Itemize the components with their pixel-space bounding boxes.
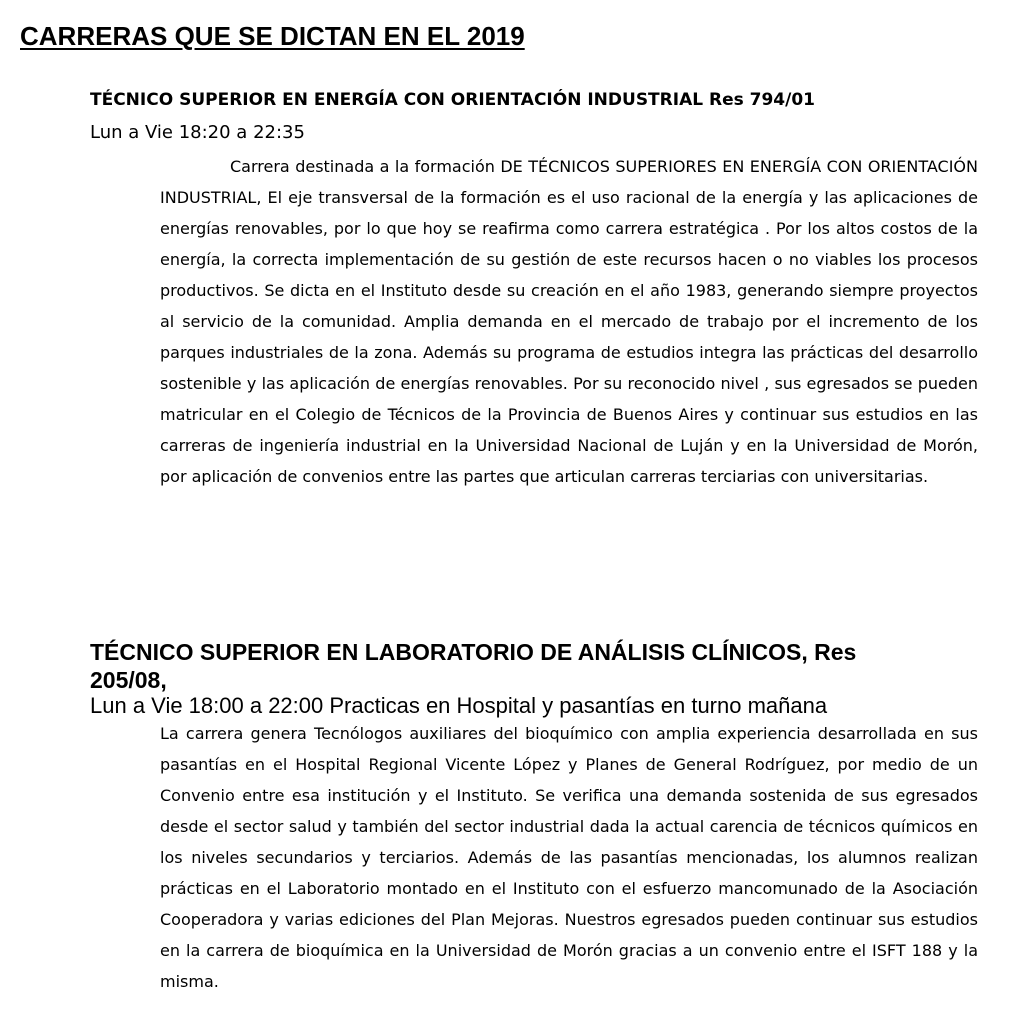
career-lab-schedule: Lun a Vie 18:00 a 22:00 Practicas en Hospital y pasantías en turno mañana — [90, 693, 828, 718]
career-energy-description: Carrera destinada a la formación DE TÉCNICOS SUPERIORES EN ENERGÍA CON ORIENTACIÓN INDUSTRIAL, El eje transversal de la formación es el uso racional de la energía y las aplicaciones de energías renovables, por lo que hoy se reafirma como carrera estratégica . Por los altos costos de la energía, la correcta implementación de su gestión de este recursos hacen o no viables los procesos productivos. Se dicta en el Instituto desde su creación en el año 1983, generando siempre proyectos al servicio de la comunidad. Amplia demanda en el mercado de trabajo por el incremento de los parques industriales de la zona. Además su programa de estudios integra las prácticas del desarrollo sostenible y las aplicación de energías renovables. Por su reconocido nivel , sus egresados se pueden matricular en el Colegio de Técnicos de la Provincia de Buenos Aires y continuar sus estudios en las carreras de ingeniería industrial en la Universidad Nacional de Luján y en la Universidad de Morón, por aplicación de convenios entre las partes que articulan carreras terciarias con universitarias. — [160, 157, 978, 486]
career-energy-heading: TÉCNICO SUPERIOR EN ENERGÍA CON ORIENTACIÓN INDUSTRIAL Res 794/01 — [90, 90, 815, 110]
document-title: CARRERAS QUE SE DICTAN EN EL 2019 — [20, 21, 525, 51]
career-energy-schedule: Lun a Vie 18:20 a 22:35 — [90, 122, 305, 143]
career-lab-heading: TÉCNICO SUPERIOR EN LABORATORIO DE ANÁLISIS CLÍNICOS, Res 205/08, — [90, 639, 857, 693]
career-lab-description: La carrera genera Tecnólogos auxiliares del bioquímico con amplia experiencia desarrollada en sus pasantías en el Hospital Regional Vicente López y Planes de General Rodríguez, por medio de un Convenio entre esa institución y el Instituto. Se verifica una demanda sostenida de sus egresados desde el sector salud y también del sector industrial dada la actual carencia de técnicos químicos en los niveles secundarios y terciarios. Además de las pasantías mencionadas, los alumnos realizan prácticas en el Laboratorio montado en el Instituto con el esfuerzo mancomunado de la Asociación Cooperadora y varias ediciones del Plan Mejoras. Nuestros egresados pueden continuar sus estudios en la carrera de bioquímica en la Universidad de Morón gracias a un convenio entre el ISFT 188 y la misma. — [160, 724, 978, 991]
